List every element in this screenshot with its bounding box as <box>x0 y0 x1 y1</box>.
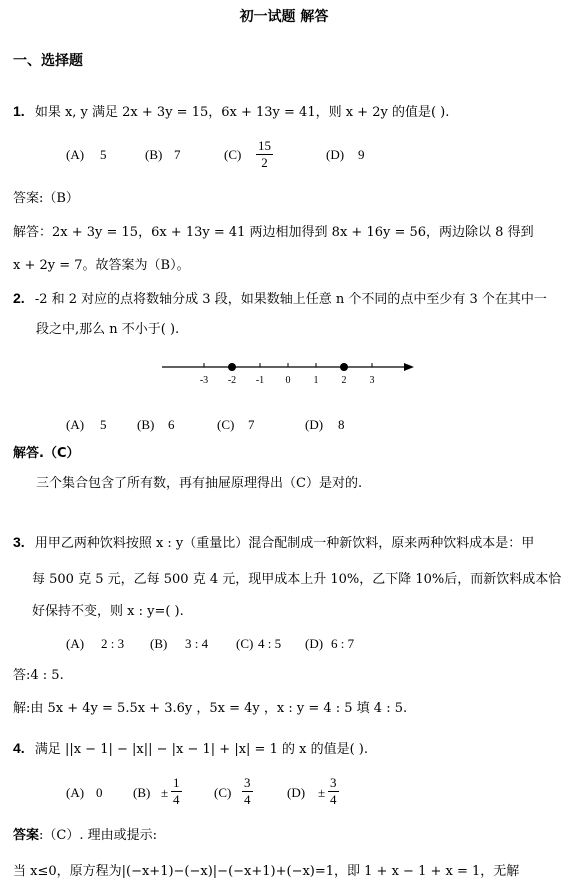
tick-label: 0 <box>285 375 291 386</box>
solution-line-1: 解答：2x + 3y = 15，6x + 13y = 41 两边相加得到 8x + 16y = 56，两边除以 8 得到 <box>13 225 534 240</box>
question-number: 1. <box>13 103 25 119</box>
answer: 答案:（B） <box>13 191 79 206</box>
solution: 三个集合包含了所有数，再有抽屉原理得出（C）是对的. <box>36 476 363 491</box>
tick-label: -1 <box>255 375 265 386</box>
solution-line-2: x + 2y = 7。故答案为（B）。 <box>13 258 190 273</box>
option-b-label: (B) <box>150 636 168 651</box>
option-a-label: (A) <box>66 636 85 651</box>
tick-label: 1 <box>313 375 319 386</box>
option-c-value: 4 : 5 <box>258 636 282 651</box>
page-title: 初一试题 解答 <box>239 9 329 25</box>
section-heading: 一、选择题 <box>13 53 83 69</box>
option-a-value: 5 <box>100 417 107 432</box>
question-text: 如果 x, y 满足 2x + 3y = 15，6x + 13y = 41，则 x + 2y 的值是( ). <box>34 105 450 120</box>
fraction-denominator: 2 <box>261 155 268 170</box>
option-c-label: (C) <box>214 785 232 800</box>
question-text-line-2: 每 500 克 5 元，乙每 500 克 4 元，现甲成本上升 10%，乙下降 10%后，而新饮料成本恰 <box>32 572 562 587</box>
fraction-numerator: 3 <box>330 775 337 790</box>
option-b-label: (B) <box>137 417 155 432</box>
option-a-label: (A) <box>66 147 85 162</box>
tick-label: 2 <box>341 375 347 386</box>
fraction-denominator: 4 <box>244 792 251 807</box>
option-b-value: 3 : 4 <box>185 636 209 651</box>
option-b-label: (B) <box>133 785 151 800</box>
point-pos-2-dot <box>340 363 348 371</box>
answer-text: :（C）. 理由或提示: <box>39 828 157 843</box>
option-a-label: (A) <box>66 417 85 432</box>
point-neg-2-dot <box>228 363 236 371</box>
question-text-line-1: 用甲乙两种饮料按照 x : y（重量比）混合配制成一种新饮料，原来两种饮料成本是：甲 <box>34 536 535 551</box>
fraction-denominator: 4 <box>173 792 180 807</box>
option-b-label: (B) <box>145 147 163 162</box>
option-d-label: (D) <box>305 636 324 651</box>
answer <box>13 824 157 843</box>
question-text-line-2: 段之中,那么 n 不小于( ). <box>36 322 180 337</box>
tick-label: -3 <box>199 375 209 386</box>
option-a-value: 2 : 3 <box>101 636 125 651</box>
option-b-value: 7 <box>174 147 181 162</box>
answer-label: 答案 <box>13 828 40 843</box>
question-text-line-3: 好保持不变，则 x : y=( ). <box>32 604 184 619</box>
option-c-label: (C) <box>217 417 235 432</box>
fraction-numerator: 15 <box>258 138 271 153</box>
option-b-value: 6 <box>168 417 175 432</box>
question-2 <box>13 288 547 307</box>
question-1 <box>13 101 449 120</box>
answer: 解答.（C） <box>13 446 80 461</box>
option-b-sign: ± <box>161 785 169 800</box>
question-number: 3. <box>13 534 25 550</box>
question-number: 2. <box>13 290 25 306</box>
fraction-numerator: 1 <box>173 775 180 790</box>
solution: 解:由 5x + 4y = 5.5x + 3.6y ，5x = 4y ，x : y = 4 : 5 填 4 : 5. <box>13 701 408 716</box>
number-line-diagram <box>160 355 420 389</box>
fraction-denominator: 4 <box>330 792 337 807</box>
question-text: 满足 ||x − 1| − |x|| − |x − 1| + |x| = 1 的 x 的值是( ). <box>34 742 368 757</box>
option-c-label: (C) <box>236 636 254 651</box>
fraction-numerator: 3 <box>244 775 251 790</box>
option-d-value: 8 <box>338 417 345 432</box>
question-number: 4. <box>13 740 25 756</box>
option-d-sign: ± <box>318 785 326 800</box>
option-d-fraction <box>328 775 339 808</box>
option-c-value: 7 <box>248 417 255 432</box>
option-c-label: (C) <box>224 147 242 162</box>
option-d-label: (D) <box>305 417 324 432</box>
arrow-right-icon <box>404 363 414 371</box>
option-d-label: (D) <box>326 147 345 162</box>
option-d-value: 9 <box>358 147 365 162</box>
option-a-value: 5 <box>100 147 107 162</box>
option-a-label: (A) <box>66 785 85 800</box>
option-d-label: (D) <box>287 785 306 800</box>
tick-label: -2 <box>227 375 237 386</box>
question-text-line-1: -2 和 2 对应的点将数轴分成 3 段，如果数轴上任意 n 个不同的点中至少有 3 个在其中一 <box>34 292 547 307</box>
option-c-fraction <box>256 138 273 171</box>
option-c-fraction <box>242 775 253 808</box>
answer: 答:4 : 5. <box>13 668 64 683</box>
question-3 <box>13 532 534 551</box>
option-b-fraction <box>171 775 182 808</box>
option-a-value: 0 <box>96 785 103 800</box>
solution: 当 x≤0，原方程为|(−x+1)−(−x)|−(−x+1)+(−x)=1，即 1 + x − 1 + x = 1，无解 <box>13 864 520 879</box>
option-d-value: 6 : 7 <box>331 636 355 651</box>
question-4 <box>13 738 368 757</box>
tick-label: 3 <box>369 375 375 386</box>
